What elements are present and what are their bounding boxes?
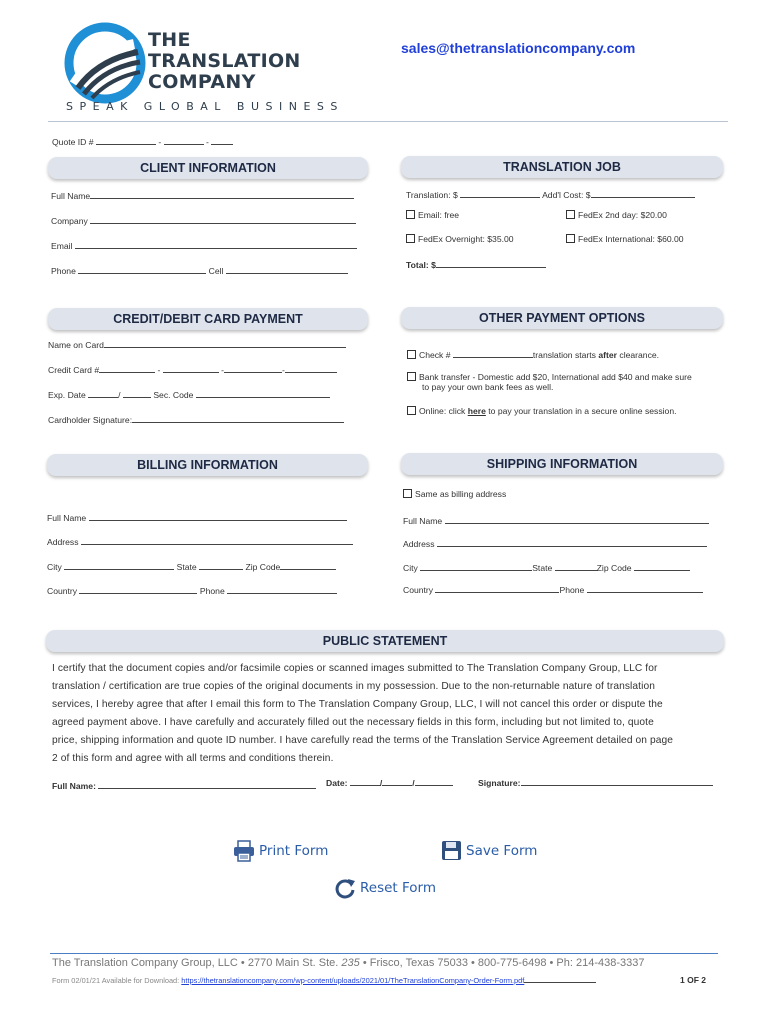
sales-email-link[interactable]: sales@thetranslationcompany.com (401, 40, 636, 56)
save-form-label: Save Form (466, 842, 538, 859)
save-form-button[interactable] (441, 840, 537, 861)
sec-code-field[interactable] (196, 388, 330, 398)
billing-state-label: State (176, 562, 197, 572)
statement-signature-field[interactable] (521, 776, 713, 786)
client-company-field[interactable] (90, 214, 356, 224)
shipping-state-label: State (532, 563, 553, 573)
sec-code-label: Sec. Code (153, 390, 194, 400)
date-day-field[interactable] (379, 776, 415, 788)
cardholder-signature-row (48, 413, 344, 425)
translation-cost-label: Translation: $ (406, 190, 458, 200)
card-number-field-1[interactable] (99, 363, 155, 373)
fedex-overnight-label: FedEx Overnight: $35.00 (418, 234, 514, 244)
exp-slash: / (118, 390, 121, 400)
statement-full-name-label: Full Name: (52, 781, 96, 791)
shipping-city-label: City (403, 563, 418, 573)
client-cell-field[interactable] (226, 264, 348, 274)
billing-phone-field[interactable] (227, 584, 337, 594)
card-dash: - (157, 365, 161, 375)
statement-full-name-field[interactable] (98, 779, 316, 789)
reset-form-label: Reset Form (360, 880, 437, 896)
billing-full-name-field[interactable] (89, 511, 347, 521)
billing-city-field[interactable] (64, 560, 174, 570)
email-free-checkbox[interactable] (406, 210, 415, 219)
statement-line: agreed payment above. I have carefully and accurately filled out the necessary fields in this form, including but not limited to, quote (52, 717, 654, 728)
quote-sep: - (206, 137, 209, 147)
reset-form-button[interactable] (334, 877, 436, 899)
printer-icon (233, 840, 255, 862)
client-email-field[interactable] (75, 239, 357, 249)
cardholder-signature-label: Cardholder Signature: (48, 415, 133, 425)
print-form-label: Print Form (259, 843, 329, 859)
quote-id-row (52, 135, 233, 147)
date-year-field[interactable] (415, 776, 453, 786)
billing-zip-label: Zip Code (245, 562, 281, 572)
public-statement-text (52, 660, 732, 768)
card-dash: - (282, 365, 285, 375)
billing-info-header: BILLING INFORMATION (47, 454, 368, 476)
bank-transfer-option (407, 372, 692, 382)
billing-address-field[interactable] (81, 535, 353, 545)
check-checkbox[interactable] (407, 350, 416, 359)
card-number-field-2[interactable] (163, 363, 219, 373)
translation-cost-row (406, 188, 695, 200)
name-on-card-row (48, 338, 346, 350)
page-number: 1 OF 2 (680, 975, 706, 985)
shipping-phone-field[interactable] (587, 583, 703, 593)
date-month-field[interactable] (350, 776, 383, 788)
bank-transfer-checkbox[interactable] (407, 372, 416, 381)
total-label: Total: $ (406, 260, 436, 270)
check-number-field[interactable] (453, 348, 533, 358)
footer-download-link[interactable]: https://thetranslationcompany.com/wp-content/uploads/2021/01/TheTranslationCompany-Order-Form.pdf (181, 976, 525, 985)
footer-form-label: Form 02/01/21 Available for Download: (52, 976, 180, 985)
billing-full-name-label: Full Name (47, 513, 87, 523)
client-cell-label: Cell (208, 266, 224, 276)
shipping-country-field[interactable] (435, 583, 559, 593)
statement-signature-label: Signature: (478, 778, 521, 788)
shipping-full-name-field[interactable] (445, 514, 709, 524)
exp-date-label: Exp. Date (48, 390, 86, 400)
shipping-phone-label: Phone (559, 585, 585, 595)
logo-line-2: TRANSLATION (148, 50, 301, 72)
addl-cost-field[interactable] (591, 188, 695, 198)
client-phone-field[interactable] (78, 264, 206, 274)
billing-address-label: Address (47, 537, 79, 547)
online-here-link[interactable]: here (467, 406, 486, 416)
client-company-row (51, 214, 356, 226)
statement-line: 2 of this form and agree with all terms and conditions therein. (52, 753, 334, 764)
check-tail-2: clearance. (619, 350, 660, 360)
client-full-name-label: Full Name (51, 191, 91, 201)
footer-form-info (52, 975, 596, 985)
client-phone-label: Phone (51, 266, 76, 276)
billing-zip-field[interactable] (280, 560, 336, 570)
total-field[interactable] (436, 258, 546, 268)
footer-underline (524, 975, 596, 983)
card-dash: - (221, 365, 225, 375)
check-after-text: after (598, 350, 618, 360)
client-full-name-field[interactable] (90, 189, 354, 199)
same-as-billing-option[interactable] (403, 489, 506, 499)
shipping-city-row (403, 561, 690, 573)
fedex-intl-label: FedEx International: $60.00 (578, 234, 684, 244)
total-row (406, 258, 546, 270)
statement-signature-row (478, 776, 713, 788)
shipping-full-name-row (403, 514, 709, 526)
name-on-card-label: Name on Card (48, 340, 104, 350)
date-slash: / (412, 778, 415, 788)
shipping-city-field[interactable] (420, 561, 532, 571)
fedex-2nd-checkbox[interactable] (566, 210, 575, 219)
client-company-label: Company (51, 216, 88, 226)
check-option (407, 348, 659, 360)
online-label-2: to pay your translation in a secure online session. (488, 406, 677, 416)
same-as-billing-checkbox[interactable] (403, 489, 412, 498)
floppy-disk-icon (441, 840, 462, 861)
shipping-country-row (403, 583, 703, 595)
exp-month-field[interactable] (88, 388, 121, 400)
card-number-field-3[interactable] (224, 363, 282, 373)
client-email-row (51, 239, 357, 251)
footer-address-1: The Translation Company Group, LLC • 2770 Main St. Ste. (52, 957, 339, 969)
date-slash: / (379, 778, 383, 788)
billing-city-label: City (47, 562, 62, 572)
card-payment-header: CREDIT/DEBIT CARD PAYMENT (48, 308, 368, 330)
logo-line-3: COMPANY (148, 71, 256, 93)
billing-country-label: Country (47, 586, 78, 596)
email-free-label: Email: free (418, 210, 460, 220)
name-on-card-field[interactable] (104, 338, 346, 348)
other-payment-header: OTHER PAYMENT OPTIONS (401, 307, 723, 329)
addl-cost-label: Add'l Cost: $ (542, 190, 591, 200)
credit-card-label: Credit Card # (48, 365, 100, 375)
same-as-billing-label: Same as billing address (415, 489, 507, 499)
statement-line: I certify that the document copies and/or facsimile copies or scanned images submitted to The Translation Company Group, LLC for (52, 663, 658, 674)
quote-id-field-3[interactable] (211, 135, 233, 145)
check-tail-1: translation starts (532, 350, 596, 360)
statement-line: price, shipping information and quote ID number. I have carefully read the terms of the Translation Service Agreement detailed on page (52, 735, 674, 746)
client-email-label: Email (51, 241, 73, 251)
billing-city-row (47, 560, 336, 572)
translation-job-header: TRANSLATION JOB (401, 156, 723, 178)
shipping-country-label: Country (403, 585, 434, 595)
print-form-button[interactable] (233, 840, 328, 862)
statement-full-name-row (52, 779, 316, 791)
quote-id-field-1[interactable] (96, 135, 156, 145)
online-option (407, 406, 676, 416)
quote-id-field-2[interactable] (164, 135, 204, 145)
billing-country-row (47, 584, 337, 596)
billing-address-row (47, 535, 353, 547)
shipping-address-field[interactable] (437, 537, 707, 547)
fedex-intl-checkbox[interactable] (566, 234, 575, 243)
shipping-zip-label: Zip Code (596, 563, 632, 573)
shipping-address-row (403, 537, 707, 549)
client-full-name-row (51, 189, 354, 201)
delivery-fedex-intl[interactable] (566, 234, 684, 244)
fedex-2nd-label: FedEx 2nd day: $20.00 (578, 210, 667, 220)
statement-line: services, I hereby agree that after I email this form to The Translation Company Group, LLC, I will not cancel this order or dispute the (52, 699, 663, 710)
translation-cost-field[interactable] (460, 188, 540, 198)
shipping-state-field[interactable] (555, 561, 597, 571)
footer-address-2: • Frisco, Texas 75033 • 800-775-6498 • Ph: 214-438-3337 (362, 957, 645, 969)
delivery-email-free[interactable] (406, 210, 459, 220)
logo-swoosh-icon (64, 22, 146, 104)
billing-full-name-row (47, 511, 347, 523)
card-number-field-4[interactable] (285, 363, 337, 373)
quote-sep: - (158, 137, 162, 147)
quote-id-label: Quote ID # (52, 137, 94, 147)
delivery-fedex-overnight[interactable] (406, 234, 514, 244)
billing-country-field[interactable] (79, 584, 197, 594)
logo-tagline: SPEAK GLOBAL BUSINESS (66, 100, 344, 113)
client-phone-row (51, 264, 348, 276)
shipping-zip-field[interactable] (634, 561, 690, 571)
billing-phone-label: Phone (199, 586, 225, 596)
logo-line-1: THE (148, 29, 191, 51)
billing-state-field[interactable] (199, 560, 243, 570)
statement-line: translation / certification are true copies of the original documents in my possession. Due to the non-returnable nature of translation (52, 681, 656, 692)
footer-suite: 235 (341, 957, 360, 969)
refresh-icon (334, 877, 356, 899)
delivery-fedex-2nd[interactable] (566, 210, 667, 220)
online-checkbox[interactable] (407, 406, 416, 415)
fedex-overnight-checkbox[interactable] (406, 234, 415, 243)
shipping-info-header: SHIPPING INFORMATION (401, 453, 723, 475)
shipping-full-name-label: Full Name (403, 516, 443, 526)
exp-year-field[interactable] (123, 388, 151, 398)
footer-address (52, 957, 644, 969)
header-divider (48, 121, 728, 122)
cardholder-signature-field[interactable] (132, 413, 344, 423)
exp-date-row (48, 388, 330, 400)
credit-card-row (48, 363, 337, 375)
bank-transfer-line-2: to pay your own bank fees as well. (422, 382, 554, 392)
bank-transfer-line-1: Bank transfer - Domestic add $20, International add $40 and make sure (419, 372, 692, 382)
shipping-address-label: Address (403, 539, 435, 549)
client-info-header: CLIENT INFORMATION (48, 157, 368, 179)
statement-date-row (326, 776, 453, 788)
online-label-1: Online: click (419, 406, 466, 416)
check-label: Check # (419, 350, 451, 360)
statement-date-label: Date: (326, 778, 348, 788)
footer-divider (50, 953, 718, 954)
public-statement-header: PUBLIC STATEMENT (46, 630, 724, 652)
